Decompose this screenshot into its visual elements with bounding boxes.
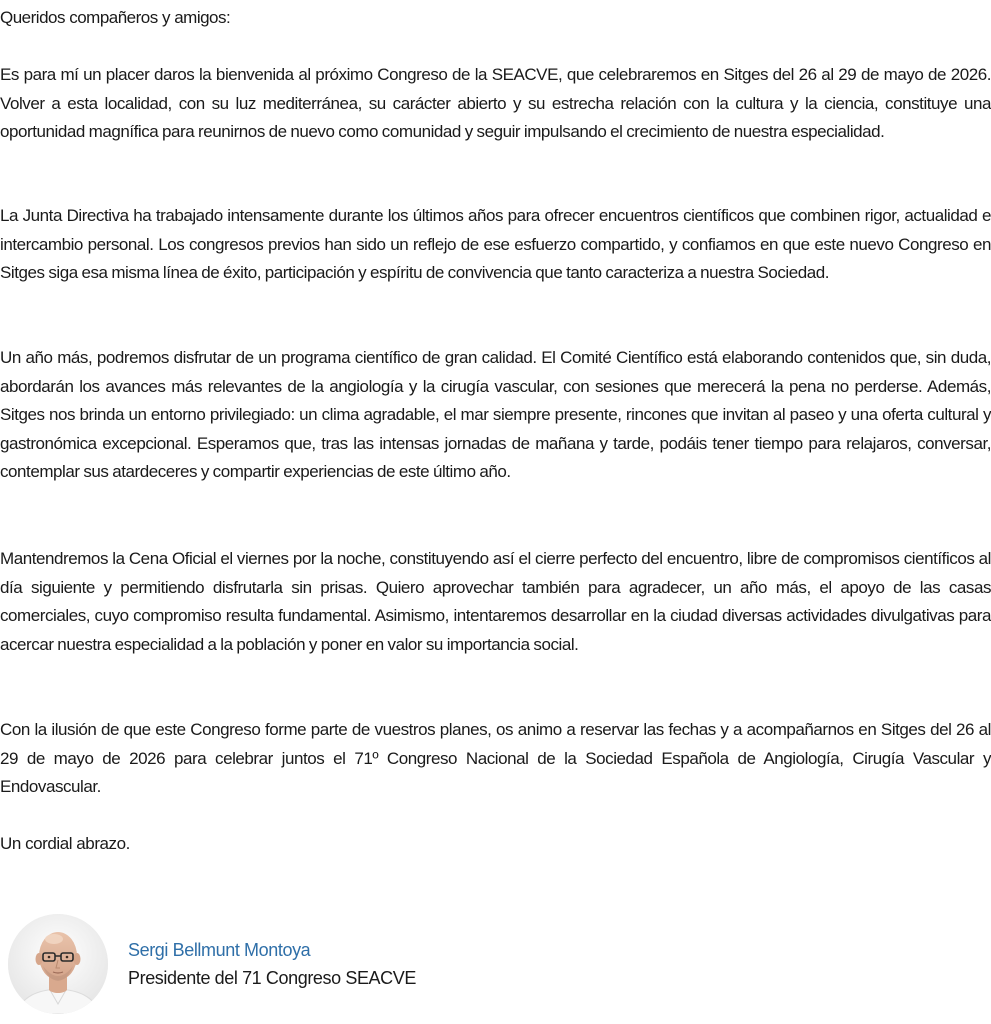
portrait-photo [8, 914, 108, 1014]
letter-paragraph: Un año más, podremos disfrutar de un programa científico de gran calidad. El Comité Científico está elaborando contenidos que, sin duda, abordarán los avances más relevantes de la angiología y la cirugía vascular, con sesiones que merecerá la pena no perderse. Además, Sitges nos brinda un entorno privilegiado: un clima agradable, el mar siempre presente, rincones que invitan al paseo y una oferta cultural y gastronómica excepcional. Esperamos que, tras las intensas jornadas de mañana y tarde, podáis tener tiempo para relajaros, conversar, contemplar sus atardeceres y compartir experiencias de este último año. [0, 348, 991, 481]
letter-paragraph: Con la ilusión de que este Congreso forme parte de vuestros planes, os animo a reservar las fechas y a acompañarnos en Sitges del 26 al 29 de mayo de 2026 para celebrar juntos el 71º Congreso Nacional de la Sociedad Española de Angiología, Cirugía Vascular y Endovascular. [0, 720, 991, 796]
signer-title: Presidente del 71 Congreso SEACVE [128, 968, 416, 988]
signature-block [8, 914, 608, 1014]
avatar [8, 914, 108, 1014]
signer-name: Sergi Bellmunt Montoya [128, 940, 311, 960]
letter-paragraph: Mantendremos la Cena Oficial el viernes por la noche, constituyendo así el cierre perfecto del encuentro, libre de compromisos científicos al día siguiente y permitiendo disfrutarla sin prisas. Quiero aprovechar también para agradecer, un año más, el apoyo de las casas comerciales, cuyo compromiso resulta fundamental. Asimismo, intentaremos desarrollar en la ciudad diversas actividades divulgativas para acercar nuestra especialidad a la población y poner en valor su importancia social. [0, 549, 991, 654]
letter-paragraph: La Junta Directiva ha trabajado intensamente durante los últimos años para ofrecer encuentros científicos que combinen rigor, actualidad e intercambio personal. Los congresos previos han sido un reflejo de ese esfuerzo compartido, y confiamos en que este nuevo Congreso en Sitges siga esa misma línea de éxito, participación y espíritu de convivencia que tanto caracteriza a nuestra Sociedad. [0, 206, 991, 282]
letter-paragraph: Es para mí un placer daros la bienvenida al próximo Congreso de la SEACVE, que celebraremos en Sitges del 26 al 29 de mayo de 2026. Volver a esta localidad, con su luz mediterránea, su carácter abierto y su estrecha relación con la cultura y la ciencia, constituye una oportunidad magnífica para reunirnos de nuevo como comunidad y seguir impulsando el crecimiento de nuestra especialidad. [0, 65, 991, 141]
letter-greeting: Queridos compañeros y amigos: [0, 8, 231, 27]
letter-closing: Un cordial abrazo. [0, 834, 130, 853]
